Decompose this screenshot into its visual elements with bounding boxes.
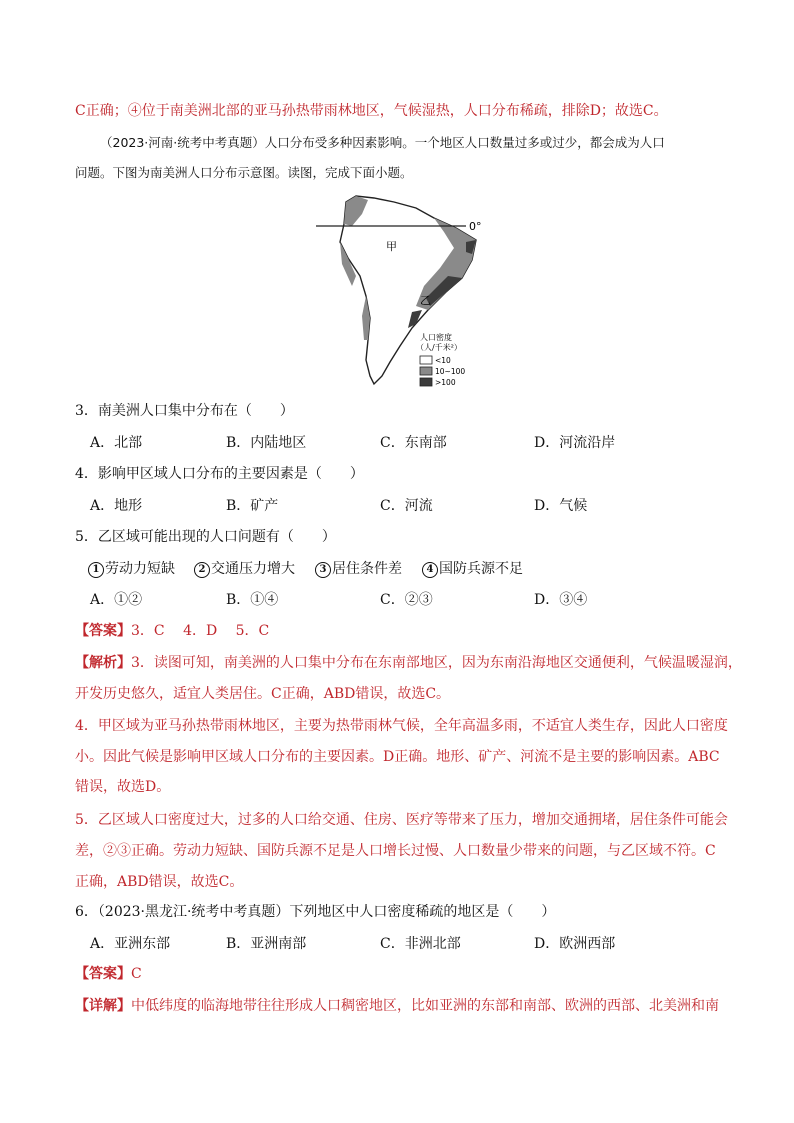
- legend-title: 人口密度: [420, 333, 452, 342]
- question-6-option-d: D．欧洲西部: [534, 936, 616, 952]
- legend-label-1: <10: [435, 356, 451, 365]
- legend-unit: （人/千米²）: [416, 343, 462, 352]
- question-3-option-b: B．内陆地区: [226, 435, 307, 451]
- intro-line-2: 问题。下图为南美洲人口分布示意图。读图，完成下面小题。: [75, 165, 413, 180]
- question-5-option-d: D．③④: [534, 592, 588, 608]
- analysis-4-line-2: 小。因此气候是影响甲区域人口分布的主要因素。D正确。地形、矿产、河流不是主要的影响因素。ABC: [75, 749, 720, 765]
- question-3-option-d: D．河流沿岸: [534, 435, 616, 451]
- question-6-option-c: C．非洲北部: [380, 936, 461, 952]
- question-6-option-a: A．亚洲东部: [90, 936, 171, 952]
- question-6-option-b: B．亚洲南部: [226, 936, 307, 952]
- region-label-yi: 乙: [420, 294, 431, 307]
- answer-tag: 【答案】: [75, 623, 131, 639]
- south-america-population-map: [316, 190, 486, 390]
- analysis-4-line-3: 错误，故选D。: [75, 779, 171, 795]
- question-5-stem: 5．乙区域可能出现的人口问题有（ ）: [75, 529, 336, 545]
- detail-text: 中低纬度的临海地带往往形成人口稠密地区，比如亚洲的东部和南部、欧洲的西部、北美洲和南: [131, 998, 719, 1014]
- answer-6-line: [75, 964, 142, 984]
- question-3-option-a: A．北部: [90, 435, 143, 451]
- analysis-3-line-1: [75, 653, 742, 673]
- item-number-2: 2: [194, 562, 210, 578]
- legend-label-3: >100: [435, 378, 456, 387]
- question-5-item-1: [88, 559, 175, 579]
- question-4-option-a: A．地形: [90, 498, 143, 514]
- item-text-3: 居住条件差: [332, 561, 402, 577]
- answer-line: [75, 621, 269, 641]
- region-label-jia: 甲: [386, 240, 397, 253]
- legend-swatch-3: [420, 378, 432, 386]
- item-number-4: 4: [422, 562, 438, 578]
- question-4-stem: 4．影响甲区域人口分布的主要因素是（ ）: [75, 466, 364, 482]
- analysis-3-text-1: 3．读图可知，南美洲的人口集中分布在东南部地区，因为东南沿海地区交通便利，气候温暖湿润，: [131, 655, 742, 671]
- question-5-option-b: B．①④: [226, 592, 279, 608]
- detail-tag: 【详解】: [75, 998, 131, 1014]
- item-number-3: 3: [315, 562, 331, 578]
- question-5-option-c: C．②③: [380, 592, 433, 608]
- continent-outline: [340, 196, 476, 384]
- item-text-2: 交通压力增大: [211, 561, 295, 577]
- analysis-5-line-3: 正确，ABD错误，故选C。: [75, 874, 244, 890]
- question-5-item-4: [422, 559, 523, 579]
- legend-label-2: 10~100: [435, 367, 466, 376]
- question-5-item-3: [315, 559, 402, 579]
- question-4-option-d: D．气候: [534, 498, 588, 514]
- legend-swatch-1: [420, 356, 432, 364]
- analysis-5-line-1: 5．乙区域人口密度过大，过多的人口给交通、住房、医疗等带来了压力，增加交通拥堵，居住条件可能会: [75, 812, 728, 828]
- analysis-3-line-2: 开发历史悠久，适宜人类居住。C正确，ABD错误，故选C。: [75, 686, 451, 702]
- question-4-option-c: C．河流: [380, 498, 433, 514]
- legend: [420, 356, 465, 387]
- question-3-stem: 3．南美洲人口集中分布在（ ）: [75, 403, 294, 419]
- analysis-tag: 【解析】: [75, 655, 131, 671]
- intro-line-1: （2023·河南·统考中考真题）人口分布受多种因素影响。一个地区人口数量过多或过少，都会成为人口: [100, 135, 665, 150]
- item-text-4: 国防兵源不足: [439, 561, 523, 577]
- question-3-option-c: C．东南部: [380, 435, 447, 451]
- question-6-stem: 6．（2023·黑龙江·统考中考真题）下列地区中人口密度稀疏的地区是（ ）: [75, 904, 556, 920]
- item-text-1: 劳动力短缺: [105, 561, 175, 577]
- item-number-1: 1: [88, 562, 104, 578]
- previous-analysis-line: C正确；④位于南美洲北部的亚马孙热带雨林地区，气候湿热，人口分布稀疏，排除D；故选C。: [75, 103, 668, 119]
- answer-text: 3．C 4．D 5．C: [131, 623, 270, 639]
- detail-line: [75, 996, 719, 1016]
- equator-label: 0°: [469, 220, 482, 233]
- question-4-option-b: B．矿产: [226, 498, 279, 514]
- question-5-item-2: [194, 559, 295, 579]
- answer-6-text: C: [131, 966, 142, 982]
- legend-swatch-2: [420, 367, 432, 375]
- question-5-option-a: A．①②: [90, 592, 143, 608]
- answer-6-tag: 【答案】: [75, 966, 131, 982]
- analysis-4-line-1: 4．甲区域为亚马孙热带雨林地区，主要为热带雨林气候，全年高温多雨，不适宜人类生存，因此人口密度: [75, 718, 728, 734]
- analysis-5-line-2: 差，②③正确。劳动力短缺、国防兵源不足是人口增长过慢、人口数量少带来的问题，与乙区域不符。C: [75, 843, 716, 859]
